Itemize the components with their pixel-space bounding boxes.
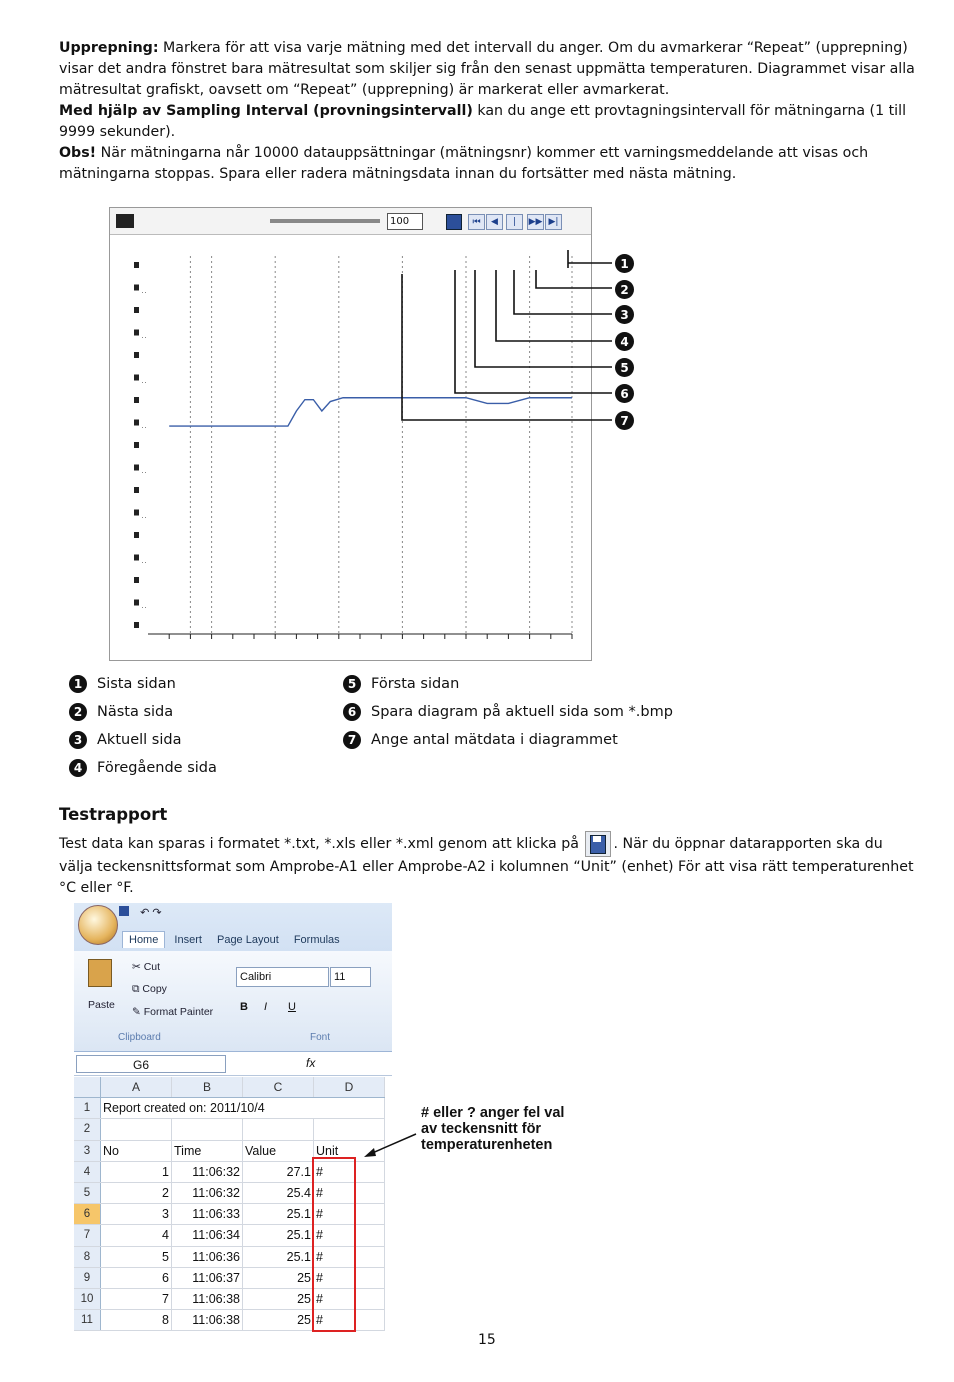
legend-item [69, 674, 217, 694]
cell[interactable]: 11:06:38 [172, 1288, 243, 1309]
row-header[interactable]: 11 [74, 1310, 101, 1331]
sampling-text: kan du ange ett provtagningsintervall för mätningarna (1 till 9999 sekunder). [59, 103, 907, 140]
callout-line-3 [514, 270, 612, 314]
row-header[interactable]: 4 [74, 1161, 101, 1182]
cell[interactable]: 25.1 [243, 1246, 314, 1267]
sampling-heading: Med hjälp av Sampling Interval (provningsintervall) [59, 103, 473, 119]
current-page-button[interactable]: | [506, 214, 523, 230]
row-header[interactable]: 7 [74, 1225, 101, 1246]
y-tick-mark [134, 262, 139, 268]
formula-bar [74, 1053, 392, 1076]
format-painter-button[interactable]: ✎ Format Painter [132, 1006, 214, 1018]
callout-1: 1 [615, 254, 634, 273]
first-page-button[interactable]: ⏮ [468, 214, 485, 230]
redo-icon[interactable]: ↷ [152, 907, 162, 919]
legend-label: Ange antal mätdata i diagrammet [371, 732, 618, 748]
cell[interactable]: 7 [101, 1288, 172, 1309]
cell[interactable]: 11:06:38 [172, 1310, 243, 1331]
testrapport-text-after: . När du öppnar datarapporten ska du välja teckensnittsformat som Amprobe-A1 eller Amprobe-A2 i kolumnen “Unit” (enhet) För att visa rätt temperaturenhet °C eller °F. [59, 836, 914, 896]
cell[interactable] [172, 1119, 243, 1140]
row-header[interactable]: 9 [74, 1267, 101, 1288]
toolbar-label-blur [270, 219, 380, 223]
y-tick-mark [134, 622, 139, 628]
font-name-select[interactable]: Calibri [236, 967, 329, 987]
cell[interactable]: # [314, 1288, 385, 1309]
cell[interactable]: 11:06:32 [172, 1161, 243, 1182]
legend-item [69, 730, 217, 750]
note-text: När mätningarna når 10000 datauppsättningar (mätningsnr) kommer ett varningsmeddelande att visas och mätningarna stoppas. Spara eller radera mätningsdata innan du fortsätter med nästa mätning. [59, 145, 869, 182]
copy-button[interactable]: ⧉ Copy [132, 983, 167, 995]
office-button-icon[interactable] [78, 905, 118, 945]
unit-column-highlight [312, 1157, 356, 1332]
callout-4: 4 [615, 332, 634, 351]
annotation-line-2: av teckensnitt för [421, 1121, 542, 1137]
cell[interactable]: 1 [101, 1161, 172, 1182]
column-header-b[interactable]: B [172, 1077, 243, 1098]
legend-number: 4 [69, 759, 87, 777]
chart-toolbar [110, 208, 591, 235]
legend-number: 1 [69, 675, 87, 693]
cell[interactable]: Time [172, 1140, 243, 1161]
cut-button[interactable]: ✂ Cut [132, 961, 161, 973]
cell[interactable]: 11:06:37 [172, 1267, 243, 1288]
callout-line-7 [402, 274, 612, 420]
cell[interactable]: 25.1 [243, 1225, 314, 1246]
cell[interactable]: 25 [243, 1267, 314, 1288]
callout-6: 6 [615, 384, 634, 403]
annotation-line-3: temperaturenheten [421, 1137, 553, 1153]
font-group-label: Font [310, 1032, 331, 1043]
note-heading: Obs! [59, 145, 97, 161]
tab-page-layout[interactable]: Page Layout [216, 934, 279, 946]
cell[interactable]: 11:06:33 [172, 1204, 243, 1225]
cell[interactable]: # [314, 1204, 385, 1225]
y-tick-mark [134, 420, 139, 426]
cell[interactable]: # [314, 1225, 385, 1246]
y-tick-mark [134, 330, 139, 336]
paste-icon[interactable] [88, 959, 112, 987]
legend-number: 7 [343, 731, 361, 749]
y-tick-mark [134, 510, 139, 516]
paste-label[interactable]: Paste [88, 999, 115, 1011]
tab-formulas[interactable]: Formulas [293, 934, 340, 946]
y-tick-mark [134, 465, 139, 471]
cell[interactable]: 11:06:36 [172, 1246, 243, 1267]
cell[interactable]: No [101, 1140, 172, 1161]
next-page-button[interactable]: ▶▶ [527, 214, 544, 230]
page-number: 15 [478, 1332, 496, 1348]
cell[interactable]: # [314, 1310, 385, 1331]
row-header[interactable]: 2 [74, 1119, 101, 1140]
y-tick-mark [134, 442, 139, 448]
annotation-arrow [360, 1130, 420, 1162]
repeat-heading: Upprepning: [59, 40, 159, 56]
table-row [74, 1119, 385, 1140]
last-page-button[interactable]: ▶| [545, 214, 562, 230]
cell[interactable]: # [314, 1182, 385, 1203]
callout-lines [390, 250, 650, 440]
callout-line-2 [536, 270, 612, 288]
cell[interactable]: 11:06:34 [172, 1225, 243, 1246]
y-tick-mark [134, 307, 139, 313]
legend-label: Spara diagram på aktuell sida som *.bmp [371, 704, 673, 720]
legend-item [69, 758, 217, 778]
callout-2: 2 [615, 280, 634, 299]
clipboard-group-label: Clipboard [118, 1032, 161, 1043]
legend-label: Aktuell sida [97, 732, 182, 748]
repeat-text: Markera för att visa varje mätning med det intervall du anger. Om du avmarkerar “Repeat” (upprepning) visar det andra fönstret bara mätresultat som skiljer sig från den senast uppmätta temperaturen. Diagrammet visar alla mätresultat grafiskt, oavsett om “Repeat” (upprepning) är markerat eller avmarkerat. [59, 40, 915, 98]
tab-insert[interactable]: Insert [174, 934, 202, 946]
cell[interactable] [101, 1119, 172, 1140]
y-tick-mark [134, 487, 139, 493]
y-tick-mark [134, 375, 139, 381]
y-tick-mark [134, 397, 139, 403]
cell[interactable]: 6 [101, 1267, 172, 1288]
annotation-note [421, 1105, 621, 1153]
y-tick-mark [134, 600, 139, 606]
y-tick-mark [134, 555, 139, 561]
legend-number: 5 [343, 675, 361, 693]
table-row [74, 1098, 385, 1119]
cell[interactable] [243, 1119, 314, 1140]
cell[interactable]: 11:06:32 [172, 1182, 243, 1203]
undo-icon[interactable]: ↶ [140, 907, 150, 919]
cell[interactable]: # [314, 1267, 385, 1288]
legend-number: 3 [69, 731, 87, 749]
save-icon[interactable] [119, 906, 129, 916]
quick-access-toolbar [119, 906, 162, 922]
row-header[interactable]: 3 [74, 1140, 101, 1161]
legend-label: Sista sidan [97, 676, 176, 692]
legend-item [343, 674, 673, 694]
ribbon-tabs [122, 931, 346, 948]
row-header[interactable]: 1 [74, 1098, 101, 1119]
section-heading: Testrapport [59, 805, 168, 824]
cell[interactable]: 25 [243, 1288, 314, 1309]
cell[interactable]: # [314, 1246, 385, 1267]
select-all-corner[interactable] [74, 1077, 101, 1098]
previous-page-button[interactable]: ◀ [486, 214, 503, 230]
copy-label: Copy [142, 983, 167, 995]
save-bmp-icon[interactable] [446, 214, 462, 230]
font-size-select[interactable]: 11 [330, 967, 371, 987]
bold-button[interactable]: B [240, 1001, 248, 1013]
cell[interactable]: 25.1 [243, 1204, 314, 1225]
callout-5: 5 [615, 358, 634, 377]
cell[interactable]: 4 [101, 1225, 172, 1246]
cell[interactable]: 2 [101, 1182, 172, 1203]
y-tick-mark [134, 532, 139, 538]
legend-number: 2 [69, 703, 87, 721]
callout-3: 3 [615, 305, 634, 324]
cell[interactable]: 25.4 [243, 1182, 314, 1203]
name-box[interactable]: G6 [76, 1055, 226, 1073]
column-header-d[interactable]: D [314, 1077, 385, 1098]
tab-home[interactable]: Home [122, 931, 165, 948]
legend-label: Första sidan [371, 676, 460, 692]
format-painter-label: Format Painter [143, 1006, 214, 1018]
fx-label[interactable]: fx [306, 1056, 316, 1070]
y-tick-mark [134, 577, 139, 583]
row-header[interactable]: 8 [74, 1246, 101, 1267]
column-header-row [74, 1077, 385, 1098]
ribbon-body [74, 951, 392, 1052]
italic-button[interactable]: I [264, 1001, 268, 1013]
callout-line-1 [568, 250, 612, 268]
cell[interactable]: Report created on: 2011/10/4 [101, 1098, 385, 1119]
annotation-line-1: # eller ? anger fel val [421, 1105, 565, 1121]
row-header[interactable]: 5 [74, 1182, 101, 1203]
legend-left [69, 674, 217, 778]
legend-label: Föregående sida [97, 760, 217, 776]
legend-label: Nästa sida [97, 704, 174, 720]
cell[interactable]: 5 [101, 1246, 172, 1267]
testrapport-text-before: Test data kan sparas i formatet *.txt, *.xls eller *.xml genom att klicka på [59, 836, 579, 852]
legend-item [69, 702, 217, 722]
cell[interactable]: 27.1 [243, 1161, 314, 1182]
column-header-c[interactable]: C [243, 1077, 314, 1098]
intro-text [59, 38, 919, 185]
testrapport-text [59, 831, 919, 899]
legend-right [343, 674, 673, 750]
cell[interactable]: Value [243, 1140, 314, 1161]
y-tick-mark [134, 285, 139, 291]
row-header[interactable]: 10 [74, 1288, 101, 1309]
app-icon [116, 214, 134, 228]
save-icon [585, 831, 611, 857]
cut-label: Cut [143, 961, 161, 973]
cell[interactable]: # [314, 1161, 385, 1182]
cell[interactable]: 8 [101, 1310, 172, 1331]
legend-number: 6 [343, 703, 361, 721]
cell[interactable]: 3 [101, 1204, 172, 1225]
callout-7: 7 [615, 411, 634, 430]
column-header-a[interactable]: A [101, 1077, 172, 1098]
cell[interactable]: 25 [243, 1310, 314, 1331]
legend-item [343, 702, 673, 722]
y-tick-mark [134, 352, 139, 358]
legend-item [343, 730, 673, 750]
cell[interactable]: Unit [314, 1140, 385, 1161]
row-header[interactable]: 6 [74, 1204, 101, 1225]
underline-button[interactable]: U [288, 1001, 296, 1013]
count-input[interactable]: 100 [387, 213, 423, 230]
